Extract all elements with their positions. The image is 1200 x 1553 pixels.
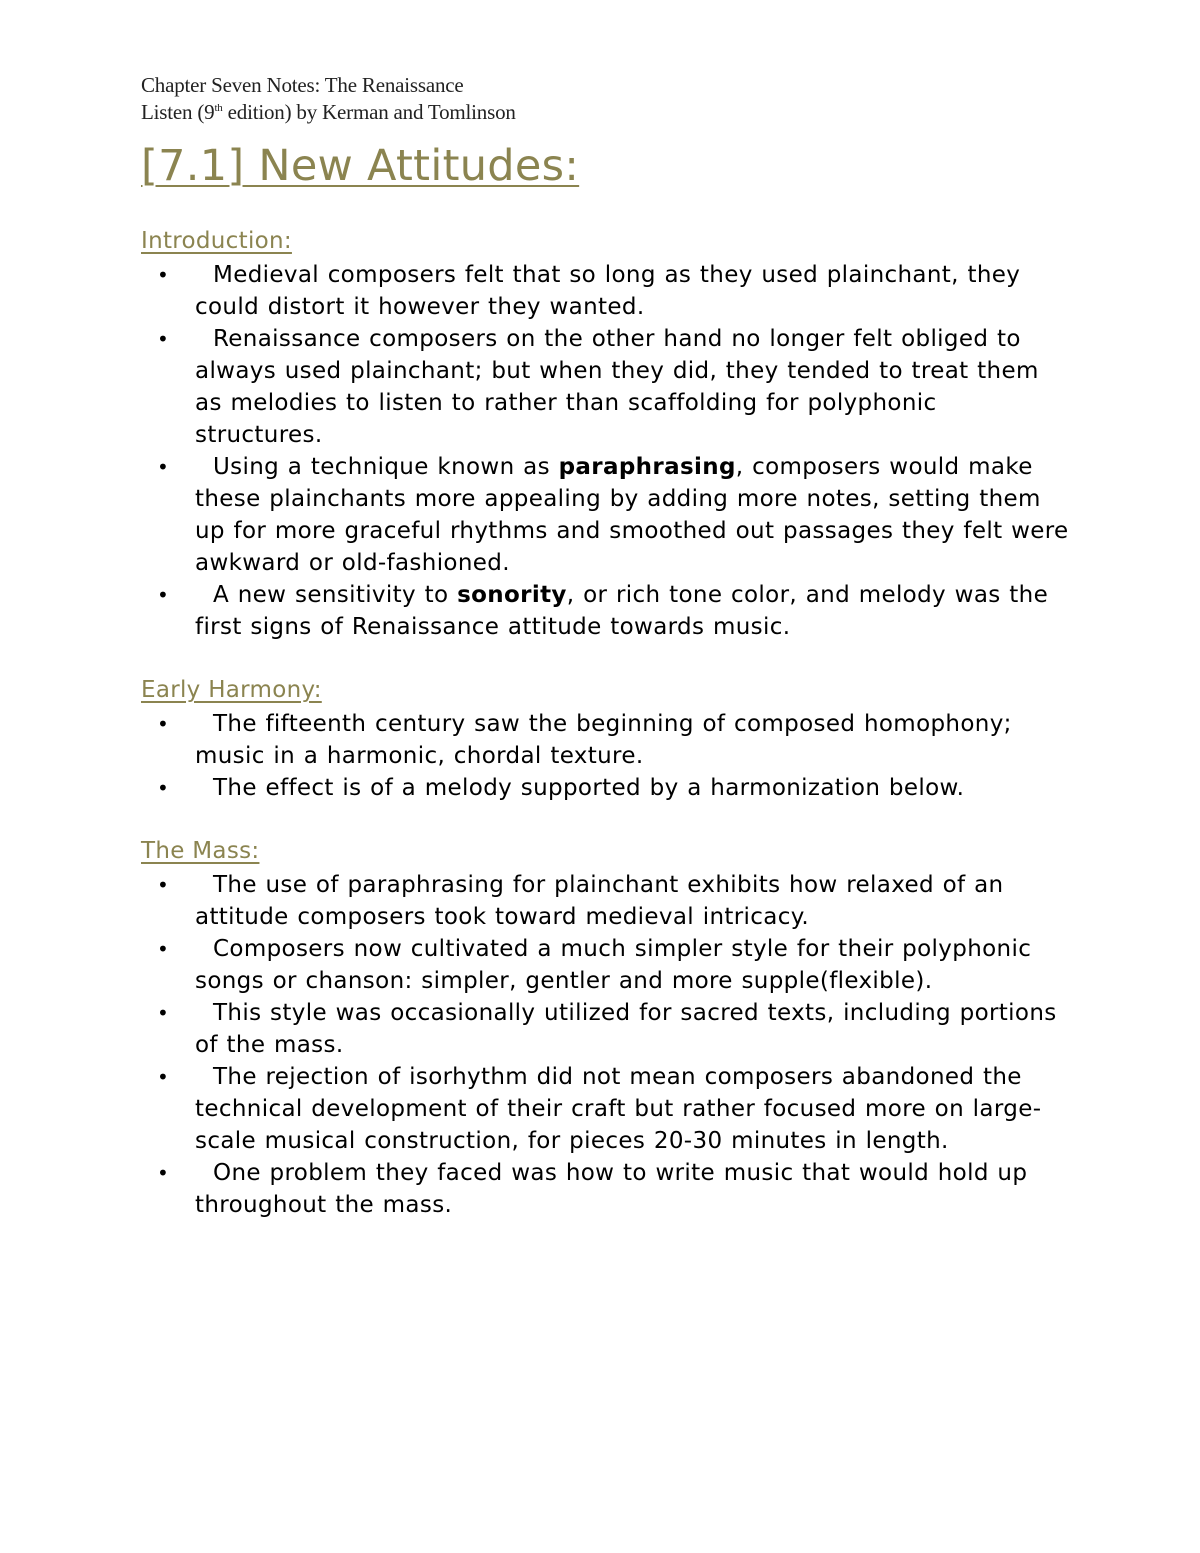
section-early-harmony <box>141 675 1071 804</box>
item-text: Medieval composers felt that so long as they used plainchant, they could distort it however they wanted. <box>195 262 1021 320</box>
bullet-list <box>141 708 1071 804</box>
section-heading: Introduction: <box>141 228 292 254</box>
item-text: The rejection of isorhythm did not mean composers abandoned the technical development of their craft but rather focused more on large-scale musical construction, for pieces 20-30 minutes in length. <box>195 1064 1042 1154</box>
page-title: [7.1] New Attitudes: <box>141 141 580 191</box>
citation-prefix: Listen (9 <box>141 100 215 124</box>
citation-suffix: edition) by Kerman and Tomlinson <box>222 100 516 124</box>
bullet-icon: • <box>157 712 170 736</box>
section-introduction <box>141 226 1071 643</box>
bullet-icon: • <box>157 263 170 287</box>
item-text: , composers would make these plainchants more appealing by adding more notes, setting them up for more graceful rhythms and smoothed out passages they felt were awkward or old-fashioned. <box>195 454 1069 576</box>
bullet-list <box>141 259 1071 643</box>
chapter-header: Chapter Seven Notes: The Renaissance <box>141 73 464 97</box>
item-text: Renaissance composers on the other hand no longer felt obliged to always used plainchant; but when they did, they tended to treat them as melodies to listen to rather than scaffolding for polyphonic structures. <box>195 326 1039 448</box>
citation-superscript: th <box>214 102 223 114</box>
list-item <box>141 708 1071 772</box>
list-item <box>141 933 1071 997</box>
list-item <box>141 997 1071 1061</box>
bullet-icon: • <box>157 937 170 961</box>
bullet-list <box>141 869 1071 1221</box>
list-item <box>141 772 1071 804</box>
list-item <box>141 259 1071 323</box>
list-item <box>141 451 1071 579</box>
list-item <box>141 869 1071 933</box>
list-item <box>141 1061 1071 1157</box>
bullet-icon: • <box>157 1161 170 1185</box>
section-the-mass <box>141 836 1071 1221</box>
item-text: The fifteenth century saw the beginning of composed homophony; music in a harmonic, chordal texture. <box>195 711 1012 769</box>
item-text: This style was occasionally utilized for sacred texts, including portions of the mass. <box>195 1000 1057 1058</box>
list-item <box>141 579 1071 643</box>
bullet-icon: • <box>157 1001 170 1025</box>
bold-term: sonority <box>457 582 567 608</box>
list-item <box>141 323 1071 451</box>
item-text: , or rich tone color, and melody was the first signs of Renaissance attitude towards music. <box>195 582 1049 640</box>
bullet-icon: • <box>157 455 170 479</box>
bullet-icon: • <box>157 1065 170 1089</box>
bullet-icon: • <box>157 583 170 607</box>
list-item <box>141 1157 1071 1221</box>
bullet-icon: • <box>157 873 170 897</box>
item-text: A new sensitivity to <box>213 582 458 608</box>
item-text: The use of paraphrasing for plainchant exhibits how relaxed of an attitude composers took toward medieval intricacy. <box>195 872 1004 930</box>
bold-term: paraphrasing <box>558 454 736 480</box>
bullet-icon: • <box>157 327 170 351</box>
item-text: Using a technique known as <box>213 454 559 480</box>
item-text: Composers now cultivated a much simpler style for their polyphonic songs or chanson: simpler, gentler and more supple(flexible). <box>195 936 1032 994</box>
section-heading: Early Harmony: <box>141 677 322 703</box>
section-heading: The Mass: <box>141 838 260 864</box>
document-content <box>141 72 1071 1221</box>
item-text: The effect is of a melody supported by a harmonization below. <box>213 775 965 801</box>
book-citation <box>141 99 1071 126</box>
bullet-icon: • <box>157 776 170 800</box>
item-text: One problem they faced was how to write music that would hold up throughout the mass. <box>195 1160 1028 1218</box>
